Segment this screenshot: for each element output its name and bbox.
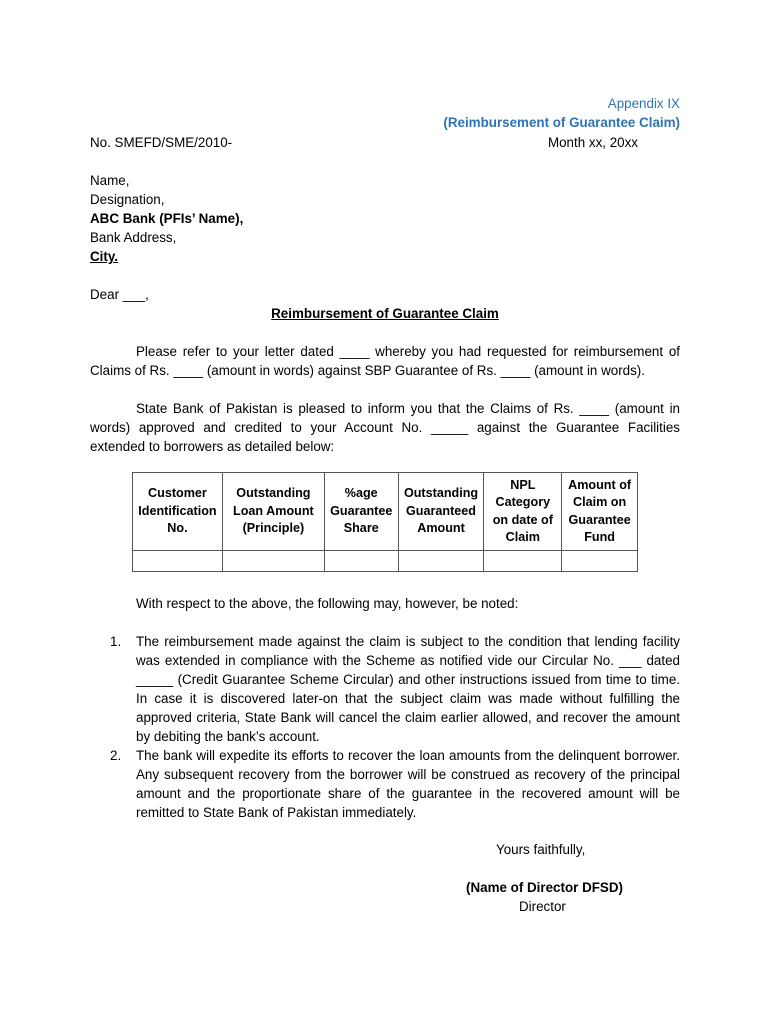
paragraph-approval-line-2: words) approved and credited to your Account No. _____ against the Guarantee Facilities [90,420,680,435]
paragraph-approval-line-1: State Bank of Pakistan is pleased to inform you that the Claims of Rs. ____ (amount in [136,401,680,416]
list-item-text: The reimbursement made against the claim is subject to the condition that lending facility was extended in compliance with the Scheme as notified vide our Circular No. ___ dated _____ (Credit Guarantee Scheme Circular) and other instructions issued from time to time. In case it is discovered later-on that the subject claim was made without fulfilling the approved criteria, State Bank will cancel the claim earlier allowed, and recover the amount by debiting the bank’s account. [136,634,680,744]
recipient-city: City. [90,249,119,264]
conditions-list [90,632,680,822]
noted-intro: With respect to the above, the following may, however, be noted: [136,596,519,611]
table-cell [222,551,324,572]
list-item-text: The bank will expedite its efforts to recover the loan amounts from the delinquent borrower. Any subsequent recovery from the borrower will be construed as recovery of the principal amount and the proportionate share of the guarantee in the recovered amount will be remitted to State Bank of Pakistan immediately. [136,748,680,820]
signatory-name: (Name of Director DFSD) [466,880,623,895]
header-guaranteed-amount: Outstanding Guaranteed Amount [398,473,484,551]
letter-subject: Reimbursement of Guarantee Claim [271,306,499,321]
header-guarantee-share: %age Guarantee Share [324,473,398,551]
reference-number: No. SMEFD/SME/2010- [90,135,233,150]
header-customer-id: Customer Identification No. [133,473,223,551]
appendix-label: Appendix IX [607,96,680,111]
table-cell [484,551,562,572]
list-item [90,632,680,746]
recipient-address [90,171,243,266]
salutation: Dear ___, [90,287,149,302]
table-row [133,551,638,572]
claim-details-table [132,472,638,572]
paragraph-reference-line-2: Claims of Rs. ____ (amount in words) against SBP Guarantee of Rs. ____ (amount in words). [90,363,645,378]
document-subtitle: (Reimbursement of Guarantee Claim) [443,115,680,130]
letter-date: Month xx, 20xx [547,135,638,150]
list-item [90,746,680,822]
recipient-bank: ABC Bank (PFIs’ Name), [90,211,244,226]
list-item-number: 2. [110,748,122,763]
signatory-title: Director [519,899,566,914]
paragraph-reference-line-1: Please refer to your letter dated ____ whereby you had requested for reimbursement of [136,344,680,359]
table-cell [562,551,638,572]
header-npl-category: NPL Category on date of Claim [484,473,562,551]
recipient-designation: Designation, [90,192,165,207]
paragraph-approval-line-3: extended to borrowers as detailed below: [90,439,335,454]
recipient-name: Name, [90,173,130,188]
list-item-number: 1. [110,634,122,649]
table-cell [324,551,398,572]
paragraph-reference [90,342,680,380]
table-cell [398,551,484,572]
table-cell [133,551,223,572]
header-claim-amount: Amount of Claim on Guarantee Fund [562,473,638,551]
table-header-row [133,473,638,551]
header-outstanding-loan: Outstanding Loan Amount (Principle) [222,473,324,551]
recipient-bank-address: Bank Address, [90,230,177,245]
closing-phrase: Yours faithfully, [496,842,586,857]
paragraph-approval [90,399,680,456]
